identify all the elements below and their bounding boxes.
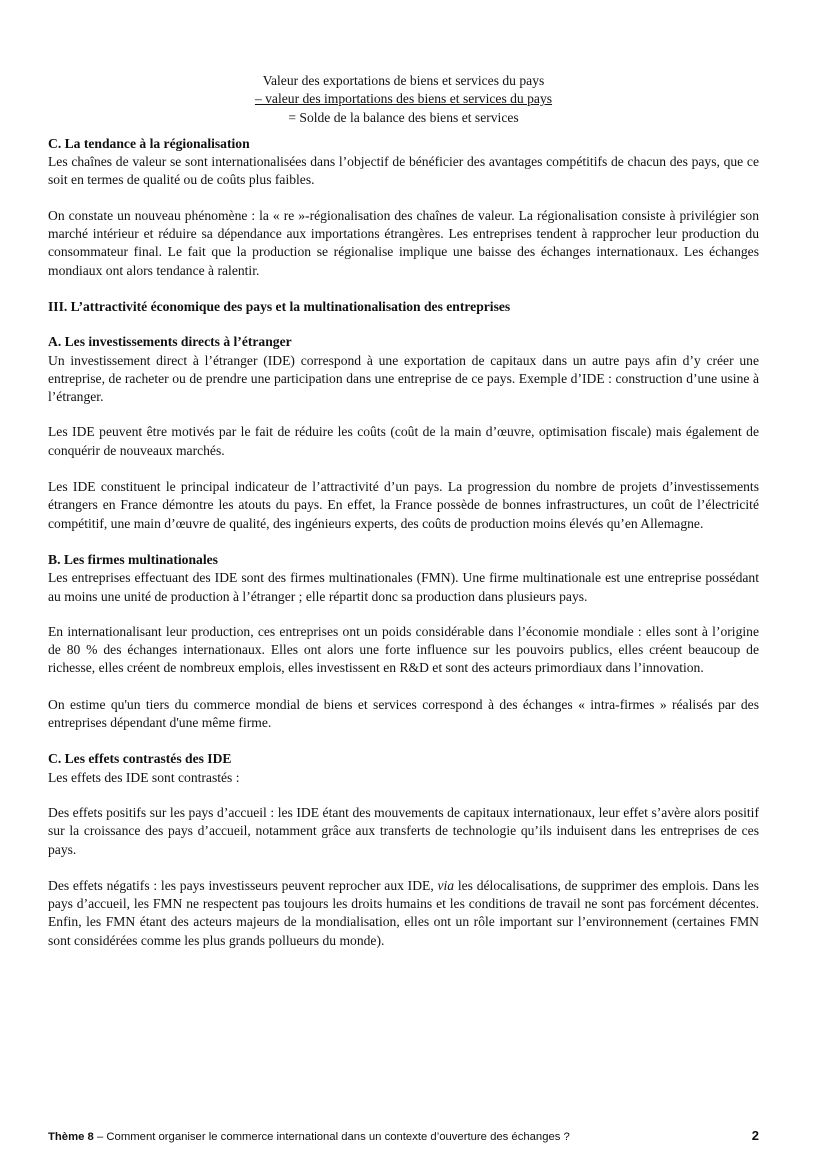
document-page — [48, 72, 759, 968]
section-fmn — [48, 551, 759, 732]
paragraph: En internationalisant leur production, ces entreprises ont un poids considérable dans l’économie mondiale : elles sont à l’origine de 80 % des échanges internationaux. Elles ont alors une forte influence sur les pouvoirs publics, elles créent beaucoup de richesse, elles créent de nombreux emplois, elles investissent en R&D et sont des acteurs primordiaux dans l’innovation. — [48, 623, 759, 676]
section-title-ide: A. Les investissements directs à l’étranger — [48, 334, 292, 350]
paragraph-negative-effects — [48, 877, 759, 950]
formula-line-imports: – valeur des importations des biens et services du pays — [254, 91, 553, 107]
text-run: les délocalisations, de supprimer des emplois. Dans les pays d’accueil, les FMN ne respectent pas toujours les droits humains et les conditions de travail ne sont pas forcément décentes. Enfin, les FMN étant des acteurs majeurs de la mondialisation, elles ont un rôle important sur l’environnement (certaines FMN sont considérées comme les plus grands pollueurs du monde). — [48, 877, 760, 948]
paragraph: Les chaînes de valeur se sont internationalisées dans l’objectif de bénéficier des avantages compétitifs de chacun des pays, que ce soit en termes de qualité ou de coûts plus faibles. — [48, 154, 759, 188]
balance-formula — [48, 72, 759, 127]
formula-line-result: = Solde de la balance des biens et services — [288, 109, 519, 125]
text-run-italic: via — [437, 877, 455, 893]
section-effets — [48, 750, 759, 950]
paragraph: On estime qu'un tiers du commerce mondial de biens et services correspond à des échanges « intra-firmes » réalisés par des entreprises dépendant d'une même firme. — [48, 696, 759, 731]
page-number: 2 — [751, 1128, 759, 1143]
page-footer — [48, 1128, 759, 1146]
part-title-attractivite: III. L’attractivité économique des pays et la multinationalisation des entreprises — [48, 298, 511, 314]
paragraph-intro: Les effets des IDE sont contrastés : — [48, 769, 240, 785]
paragraph: Les IDE constituent le principal indicateur de l’attractivité d’un pays. La progression du nombre de projets d’investissements étrangers en France démontre les atouts du pays. En effet, la France possède de bonnes infrastructures, un coût de l’électricité compétitif, une main d’œuvre de qualité, des ingénieurs experts, des coûts de production moins élevés qu’en Allemagne. — [48, 479, 759, 531]
formula-line-exports: Valeur des exportations de biens et services du pays — [262, 73, 545, 88]
text-run: Des effets négatifs : les pays investisseurs peuvent reprocher aux IDE, — [48, 877, 438, 893]
section-regionalisation — [48, 135, 759, 280]
paragraph: On constate un nouveau phénomène : la « re »-régionalisation des chaînes de valeur. La régionalisation consiste à privilégier son marché intérieur et réduire sa dépendance aux importations étrangères. Les entreprises tendent à rapprocher leur production du consommateur final. Le fait que la production se régionalise implique une baisse des échanges internationaux. Les échanges mondiaux ont alors tendance à ralentir. — [48, 207, 759, 278]
paragraph: Les IDE peuvent être motivés par le fait de réduire les coûts (coût de la main d’œuvre, optimisation fiscale) mais également de conquérir de nouveaux marchés. — [48, 424, 759, 458]
section-title-fmn: B. Les firmes multinationales — [48, 551, 218, 567]
paragraph: Un investissement direct à l’étranger (IDE) correspond à une exportation de capitaux dans un autre pays afin d’y créer une entreprise, de racheter ou de prendre une participation dans une entreprise de ce pays. Exemple d’IDE : construction d’une usine à l’étranger. — [48, 352, 759, 405]
section-title-regionalisation: C. La tendance à la régionalisation — [48, 135, 250, 151]
footer-theme-label: Thème 8 — [48, 1131, 94, 1143]
footer-theme-text: – Comment organiser le commerce international dans un contexte d’ouverture des échanges ? — [93, 1131, 570, 1143]
section-ide — [48, 333, 759, 533]
paragraph-positive-effects: Des effets positifs sur les pays d’accueil : les IDE étant des mouvements de capitaux internationaux, leur effet s’avère alors positif sur la croissance des pays d’accueil, notamment grâce aux transferts de technologie qu’ils induisent dans les entreprises de ces pays. — [48, 804, 759, 857]
section-title-effets: C. Les effets contrastés des IDE — [48, 751, 232, 767]
paragraph: Les entreprises effectuant des IDE sont des firmes multinationales (FMN). Une firme multinationale est une entreprise possédant au moins une unité de production à l’étranger ; elle répartit donc sa production dans plusieurs pays. — [48, 570, 759, 604]
